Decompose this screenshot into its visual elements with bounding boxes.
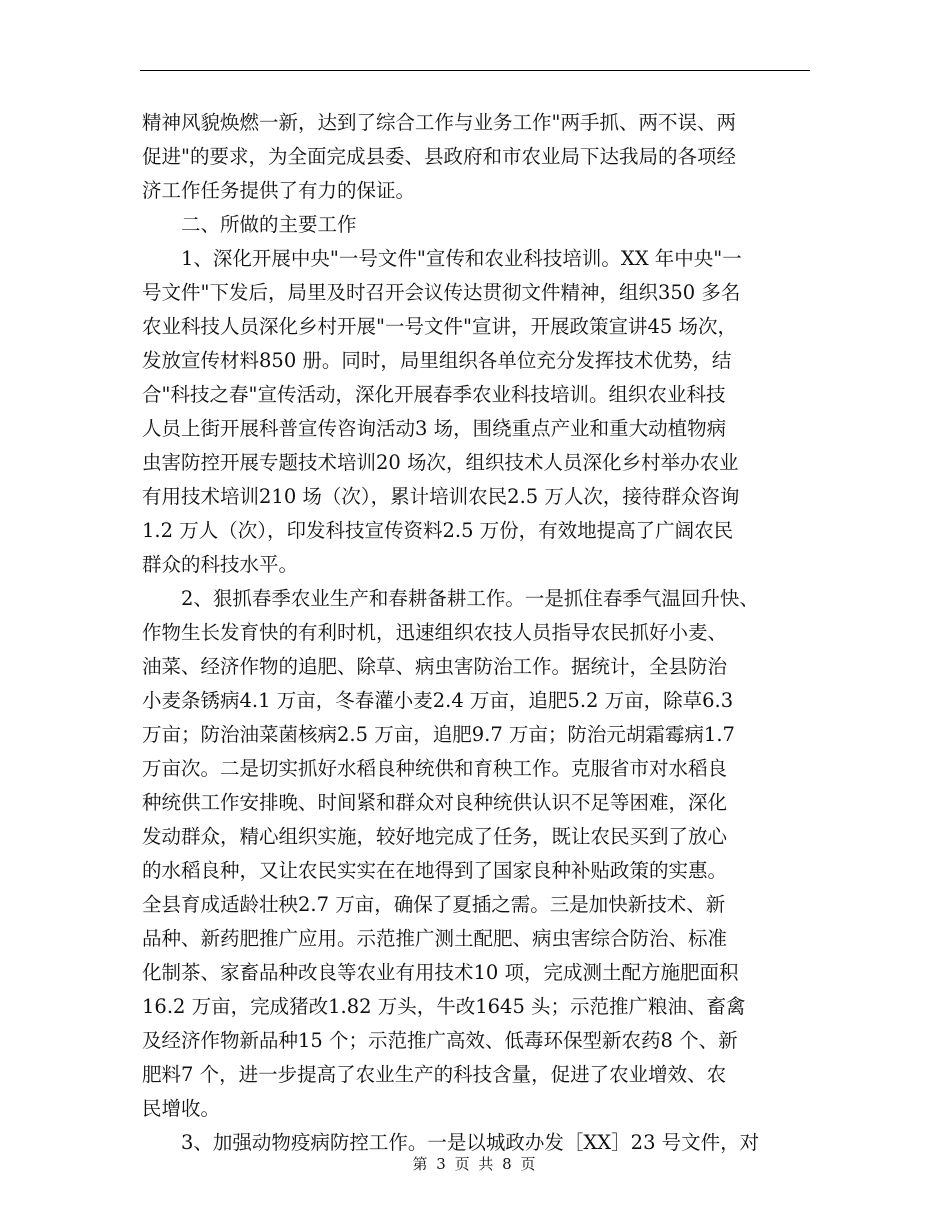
body-line: 全县育成适龄壮秧2.7 万亩，确保了夏插之需。三是加快新技术、新 [142, 893, 726, 916]
body-line: 促进"的要求，为全面完成县委、县政府和市农业局下达我局的各项经 [142, 145, 736, 168]
body-line: 号文件"下发后，局里及时召开会议传达贯彻文件精神，组织350 多名 [142, 281, 741, 304]
body-line: 小麦条锈病4.1 万亩，冬春灌小麦2.4 万亩，追肥5.2 万亩，除草6.3 [142, 689, 734, 712]
body-line: 万亩；防治油菜菌核病2.5 万亩，追肥9.7 万亩；防治元胡霜霉病1.7 [142, 723, 735, 746]
page-number: 第 3 页 共 8 页 [412, 1155, 538, 1173]
body-line: 济工作任务提供了有力的保证。 [142, 179, 416, 202]
body-line: 发放宣传材料850 册。同时，局里组织各单位充分发挥技术优势，结 [142, 349, 732, 372]
body-line: 化制茶、家畜品种改良等农业有用技术10 项，完成测土配方施肥面积 [142, 961, 739, 984]
body-line: 1.2 万人（次），印发科技宣传资料2.5 万份，有效地提高了广阔农民 [142, 519, 734, 542]
header-rule [140, 70, 810, 71]
body-line: 群众的科技水平。 [142, 553, 299, 576]
section-heading: 二、所做的主要工作 [181, 213, 357, 236]
paragraph-start: 1、深化开展中央"一号文件"宣传和农业科技培训。XX 年中央"一 [181, 247, 742, 270]
body-line: 的水稻良种，又让农民实实在在地得到了国家良种补贴政策的实惠。 [142, 859, 728, 882]
body-line: 精神风貌焕燃一新，达到了综合工作与业务工作"两手抓、两不误、两 [142, 111, 736, 134]
body-line: 及经济作物新品种15 个；示范推广高效、低毒环保型新农药8 个、新 [142, 1029, 738, 1052]
document-body [142, 106, 812, 1160]
body-line: 万亩次。二是切实抓好水稻良种统供和育秧工作。克服省市对水稻良 [142, 757, 728, 780]
body-line: 16.2 万亩，完成猪改1.82 万头，牛改1645 头；示范推广粮油、畜禽 [142, 995, 746, 1018]
body-line: 民增收。 [142, 1097, 221, 1120]
body-line: 油菜、经济作物的追肥、除草、病虫害防治工作。据统计，全县防治 [142, 655, 728, 678]
body-line: 作物生长发育快的有利时机，迅速组织农技人员指导农民抓好小麦、 [142, 621, 728, 644]
body-line: 合"科技之春"宣传活动，深化开展春季农业科技培训。组织农业科技 [142, 383, 726, 406]
body-line: 农业科技人员深化乡村开展"一号文件"宣讲，开展政策宣讲45 场次， [142, 315, 737, 338]
body-line: 种统供工作安排晚、时间紧和群众对良种统供认识不足等困难，深化 [142, 791, 728, 814]
body-line: 有用技术培训210 场（次），累计培训农民2.5 万人次，接待群众咨询 [142, 485, 740, 508]
body-line: 发动群众，精心组织实施，较好地完成了任务，既让农民买到了放心 [142, 825, 728, 848]
body-line: 虫害防控开展专题技术培训20 场次，组织技术人员深化乡村举办农业 [142, 451, 739, 474]
body-line: 人员上街开展科普宣传咨询活动3 场，围绕重点产业和重大动植物病 [142, 417, 727, 440]
body-line: 肥料7 个，进一步提高了农业生产的科技含量，促进了农业增效、农 [142, 1063, 727, 1086]
body-line: 品种、新药肥推广应用。示范推广测土配肥、病虫害综合防治、标准 [142, 927, 728, 950]
paragraph-start: 2、狠抓春季农业生产和春耕备耕工作。一是抓住春季气温回升快、 [181, 587, 759, 610]
paragraph-start: 3、加强动物疫病防控工作。一是以城政办发［XX］23 号文件，对 [181, 1131, 760, 1154]
